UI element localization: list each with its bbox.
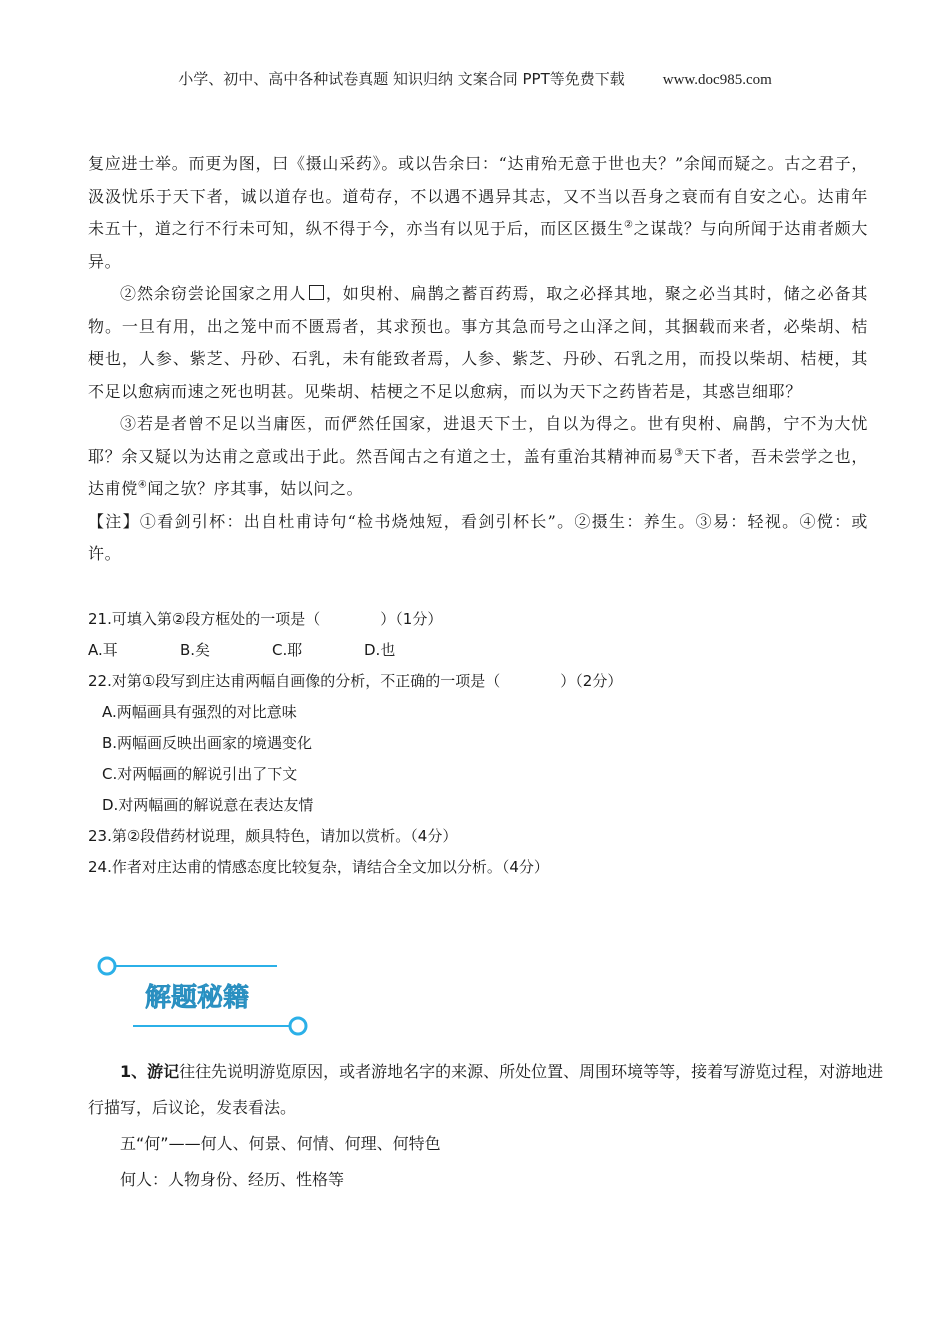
tip-who: 何人：人物身份、经历、性格等 [120, 1170, 345, 1189]
header-url[interactable]: www.doc985.com [662, 72, 772, 88]
banner-circle-left [99, 958, 115, 974]
option-d: D.对两幅画的解说意在表达友情 [102, 796, 314, 814]
tip-1-lead: 1、游记 [120, 1062, 180, 1081]
option-b: B.矣 [180, 641, 211, 659]
option-a: A.两幅画具有强烈的对比意味 [102, 703, 297, 721]
passage-note: 【注】①看剑引杯：出自杜甫诗句“检书烧烛短，看剑引杯长”。②摄生：养生。③易：轻视。④傥：或许。 [88, 511, 868, 563]
question-21: 21.可填入第②段方框处的一项是（ ）（1分） [88, 610, 443, 628]
tips [88, 1054, 888, 1198]
option-c: C.耶 [272, 641, 303, 659]
footnote-marker: ④ [137, 479, 148, 491]
passage-paragraph-3: ③若是者曾不足以当庸医，而俨然任国家，进退天下士，自以为得之。世有臾柎、扁鹊，宁不为大忧耶？余又疑以为达甫之意或出于此。然吾闻古之有道之士，盖有重治其精神而易③天下者，吾未尝学之也，达甫傥④闻之欤？序其事，姑以问之。 [88, 414, 868, 498]
tips-banner [95, 950, 325, 1040]
option-d: D.也 [364, 641, 396, 659]
banner-graphic [95, 950, 325, 1040]
question-24: 24.作者对庄达甫的情感态度比较复杂，请结合全文加以分析。（4分） [88, 858, 549, 876]
banner-circle-right [290, 1018, 306, 1034]
footnote-marker: ③ [674, 447, 684, 459]
header-text: 小学、初中、高中各种试卷真题 知识归纳 文案合同 PPT等免费下载 [178, 70, 625, 88]
tip-1: 1、游记往往先说明游览原因，或者游地名字的来源、所处位置、周围环境等等，接着写游览过程，对游地进行描写，后议论，发表看法。 [88, 1062, 884, 1117]
question-21-options [88, 635, 868, 666]
tip-five-what: 五“何”——何人、何景、何情、何理、何特色 [120, 1134, 441, 1153]
question-23: 23.第②段借药材说理，颇具特色，请加以赏析。（4分） [88, 827, 458, 845]
option-b: B.两幅画反映出画家的境遇变化 [102, 734, 313, 752]
passage-paragraph-1: 复应进士举。而更为图，曰《摄山采药》。或以告余曰：“达甫殆无意于世也夫？”余闻而疑之。古之君子，汲汲忧乐于天下者，诚以道存也。道苟存，不以遇不遇异其志，又不当以吾身之衰而有自安之心。达甫年未五十，道之行不行未可知，纵不得于今，亦当有以见于后，而区区摄生②之谋哉？与向所闻于达甫者颇大异。 [88, 154, 868, 271]
option-a: A.耳 [88, 641, 118, 659]
questions [88, 604, 868, 883]
page-header [0, 68, 950, 89]
option-c: C.对两幅画的解说引出了下文 [102, 765, 298, 783]
banner-title: 解题秘籍 [145, 983, 250, 1013]
passage-paragraph-2: ②然余窃尝论国家之用人 ，如臾柎、扁鹊之蓄百药焉，取之必择其地，聚之必当其时，储之必备其物。一旦有用，出之笼中而不匮焉者，其求预也。事方其急而号之山泽之间，其捆载而来者，必柴胡、桔梗也，人参、紫芝、丹砂、石乳，未有能致者焉，人参、紫芝、丹砂、石乳之用，而投以柴胡、桔梗，其不足以愈病而速之死也明甚。见柴胡、桔梗之不足以愈病，而以为天下之药皆若是，其惑岂细耶？ [88, 284, 869, 401]
question-22: 22.对第①段写到庄达甫两幅自画像的分析，不正确的一项是（ ）（2分） [88, 672, 623, 690]
blank-box [309, 285, 324, 300]
passage [88, 148, 868, 571]
footnote-marker: ② [623, 219, 634, 231]
